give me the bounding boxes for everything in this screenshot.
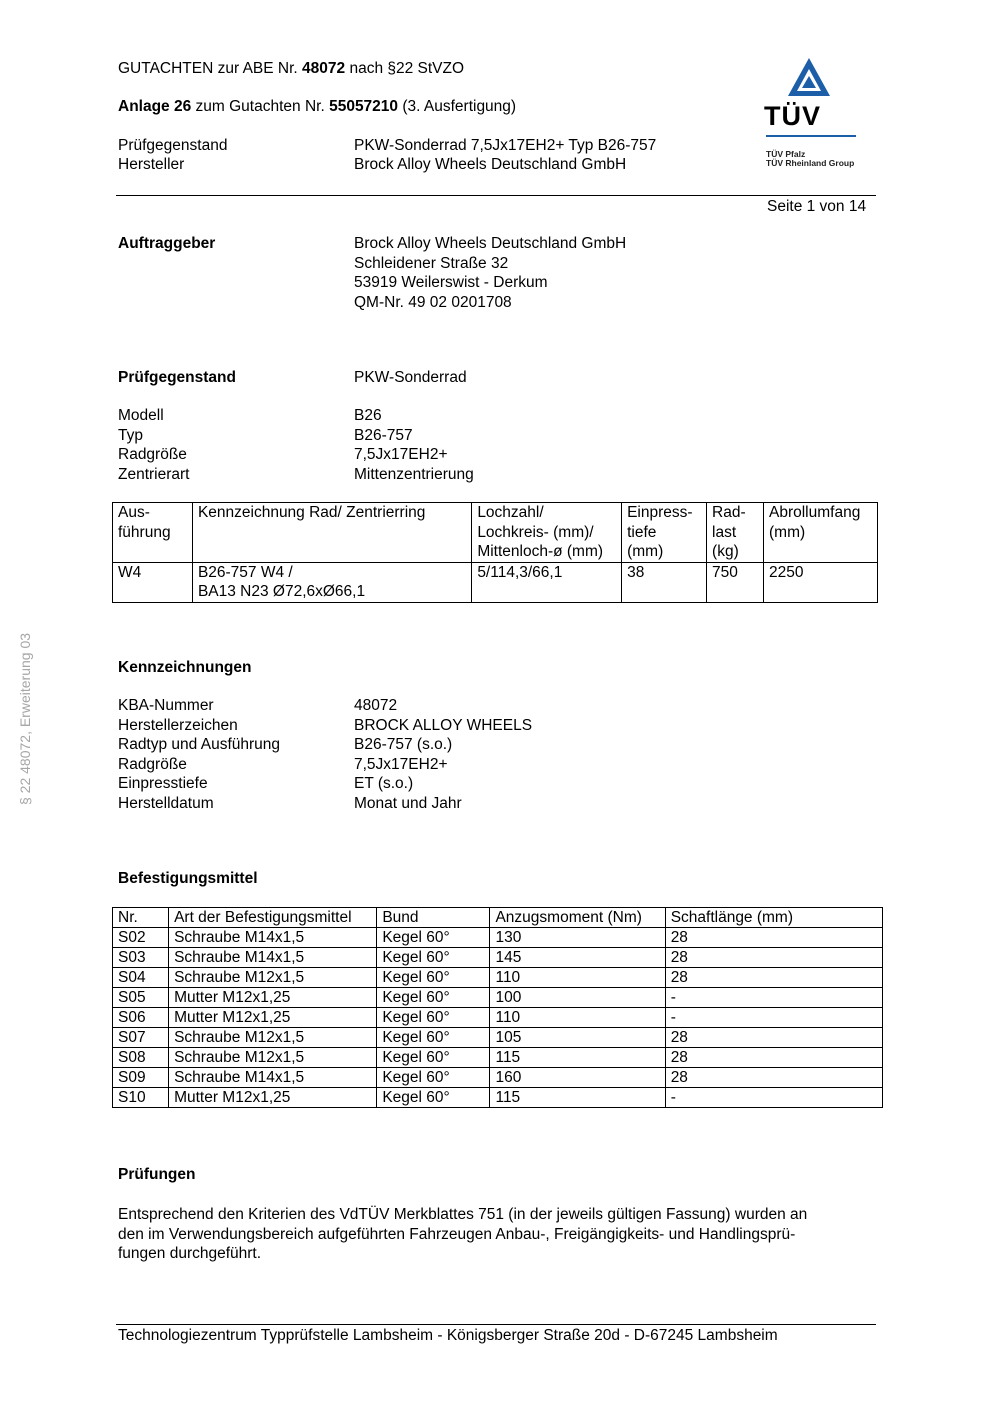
table-cell: Mutter M12x1,25 [169,1008,377,1028]
table-cell: 28 [665,948,882,968]
table-cell: S02 [113,928,169,948]
spec-value: B26 [354,407,382,424]
tuv-logo-icon [786,56,832,100]
marking-label: KBA-Nummer [118,697,214,714]
table-header-cell: Anzugsmoment (Nm) [490,908,665,928]
table-header-cell: Bund [377,908,490,928]
header-line-1 [118,59,464,79]
table-row [113,1008,883,1028]
spec-value: Mittenzentrierung [354,465,474,483]
table-cell: S06 [113,1008,169,1028]
table-cell: 28 [665,1068,882,1088]
table-cell: 750 [707,562,764,602]
test-object-labels [118,406,190,484]
spec-value: B26-757 [354,426,413,444]
fasteners-title: Befestigungsmittel [118,870,258,887]
header-line2-mid: zum Gutachten Nr. [191,98,330,115]
marking-value: 48072 [354,697,398,714]
page-number: Seite 1 von 14 [767,198,867,215]
table-cell: B26-757 W4 / BA13 N23 Ø72,6xØ66,1 [192,562,471,602]
marking-label: Einpresstiefe [118,775,208,792]
gutachten-number: 55057210 [329,98,399,115]
spec-label: Typ [118,426,143,444]
header-rule [116,195,876,196]
table-cell: 115 [490,1088,665,1108]
table-cell: Schraube M14x1,5 [169,948,377,968]
client-line: 53919 Weilerswist - Derkum [354,274,548,291]
table-cell: Mutter M12x1,25 [169,988,377,1008]
header-line-2 [118,97,516,117]
footer-address: Technologiezentrum Typprüfstelle Lambsheim - Königsberger Straße 20d - D-67245 Lambsheim [118,1327,778,1344]
tests-paragraph [118,1205,878,1264]
marking-label: Radtyp und Ausführung [118,736,281,753]
table-row [113,562,878,602]
marking-value: 7,5Jx17EH2+ [354,755,448,773]
table-cell: - [665,1008,882,1028]
table-row [113,1048,883,1068]
client-line: QM-Nr. 49 02 0201708 [354,293,512,311]
table-header-cell: Nr. [113,908,169,928]
table-cell: S09 [113,1068,169,1088]
marking-value: ET (s.o.) [354,775,414,792]
header-subject-label: Prüfgegenstand [118,137,228,154]
marking-value: Monat und Jahr [354,794,462,812]
header-maker-value: Brock Alloy Wheels Deutschland GmbH [354,156,627,173]
table-cell: Schraube M14x1,5 [169,1068,377,1088]
marking-value: BROCK ALLOY WHEELS [354,716,533,734]
header-line1-pre: GUTACHTEN zur ABE Nr. [118,60,303,77]
table-header-row [113,908,883,928]
logo-subtitle [766,150,854,168]
table-cell: S04 [113,968,169,988]
spec-label: Radgröße [118,446,187,463]
variant-table [112,502,878,603]
table-cell: Kegel 60° [377,988,490,1008]
table-cell: 105 [490,1028,665,1048]
side-watermark-text: § 22 48072, Erweiterung 03 [17,632,33,805]
table-header-cell: Schaftlänge (mm) [665,908,882,928]
table-cell: Kegel 60° [377,928,490,948]
marking-label: Herstellerzeichen [118,716,238,734]
table-cell: Kegel 60° [377,1068,490,1088]
table-row [113,968,883,988]
table-header-cell: Art der Befestigungsmittel [169,908,377,928]
table-cell: 5/114,3/66,1 [472,562,622,602]
table-cell: - [665,1088,882,1108]
table-cell: S03 [113,948,169,968]
table-cell: 115 [490,1048,665,1068]
table-cell: 28 [665,1048,882,1068]
table-row [113,1028,883,1048]
table-cell: 110 [490,1008,665,1028]
table-row [113,948,883,968]
table-row [113,1088,883,1108]
footer-rule [116,1324,876,1325]
table-cell: Schraube M12x1,5 [169,1028,377,1048]
table-row [113,928,883,948]
table-cell: Schraube M14x1,5 [169,928,377,948]
spec-value: 7,5Jx17EH2+ [354,446,448,463]
header-line2-post: (3. Ausfertigung) [398,98,517,115]
client-line: Brock Alloy Wheels Deutschland GmbH [354,235,627,252]
table-cell: Kegel 60° [377,1028,490,1048]
header-subject-value: PKW-Sonderrad 7,5Jx17EH2+ Typ B26-757 [354,137,657,154]
table-cell: Schraube M12x1,5 [169,968,377,988]
spec-label: Modell [118,407,164,424]
paragraph-line: fungen durchgeführt. [118,1245,262,1262]
table-header-cell: Einpress- tiefe (mm) [622,503,707,563]
table-cell: Kegel 60° [377,1008,490,1028]
spec-label: Zentrierart [118,465,190,483]
logo-sub2: TÜV Rheinland Group [766,158,855,168]
table-cell: 28 [665,928,882,948]
fasteners-table [112,907,883,1108]
table-cell: Kegel 60° [377,1048,490,1068]
table-cell: 2250 [764,562,878,602]
table-cell: W4 [113,562,193,602]
paragraph-line: den im Verwendungsbereich aufgeführten Fahrzeugen Anbau-, Freigängigkeits- und Handlingsprü- [118,1225,796,1243]
table-header-cell: Kennzeichnung Rad/ Zentrierring [192,503,471,563]
header-line1-post: nach §22 StVZO [345,60,465,77]
marking-value: B26-757 (s.o.) [354,736,453,753]
table-cell: Kegel 60° [377,1088,490,1108]
table-cell: Kegel 60° [377,968,490,988]
header-maker-label: Hersteller [118,156,185,173]
abe-number: 48072 [302,60,346,77]
client-label: Auftraggeber [118,235,216,252]
anlage-number: Anlage 26 [118,98,192,115]
markings-values [354,696,532,813]
logo-name: TÜV [764,101,821,131]
markings-title: Kennzeichnungen [118,659,252,676]
table-header-cell: Abrollumfang (mm) [764,503,878,563]
paragraph-line: Entsprechend den Kriterien des VdTÜV Merkblattes 751 (in der jeweils gültigen Fassung) wurden an [118,1206,808,1223]
table-header-cell: Aus- führung [113,503,193,563]
table-cell: Kegel 60° [377,948,490,968]
table-cell: - [665,988,882,1008]
table-header-cell: Rad- last (kg) [707,503,764,563]
client-address [354,234,626,312]
table-cell: 130 [490,928,665,948]
test-object-values [354,406,474,484]
tests-title: Prüfungen [118,1166,196,1183]
client-line: Schleidener Straße 32 [354,254,509,272]
table-header-row [113,503,878,563]
table-cell: 28 [665,968,882,988]
test-object-value: PKW-Sonderrad [354,369,467,386]
table-cell: S05 [113,988,169,1008]
logo-sub1: TÜV Pfalz [766,149,806,159]
table-cell: 38 [622,562,707,602]
table-cell: Schraube M12x1,5 [169,1048,377,1068]
markings-labels [118,696,280,813]
table-cell: Mutter M12x1,25 [169,1088,377,1108]
table-cell: 160 [490,1068,665,1088]
table-cell: S08 [113,1048,169,1068]
table-row [113,988,883,1008]
test-object-label: Prüfgegenstand [118,369,236,386]
table-cell: S07 [113,1028,169,1048]
table-cell: 145 [490,948,665,968]
table-cell: 28 [665,1028,882,1048]
table-cell: 100 [490,988,665,1008]
marking-label: Radgröße [118,755,187,773]
table-cell: S10 [113,1088,169,1108]
logo-divider [766,135,856,137]
table-row [113,1068,883,1088]
table-cell: 110 [490,968,665,988]
marking-label: Herstelldatum [118,794,214,812]
table-header-cell: Lochzahl/ Lochkreis- (mm)/ Mittenloch-ø (mm) [472,503,622,563]
